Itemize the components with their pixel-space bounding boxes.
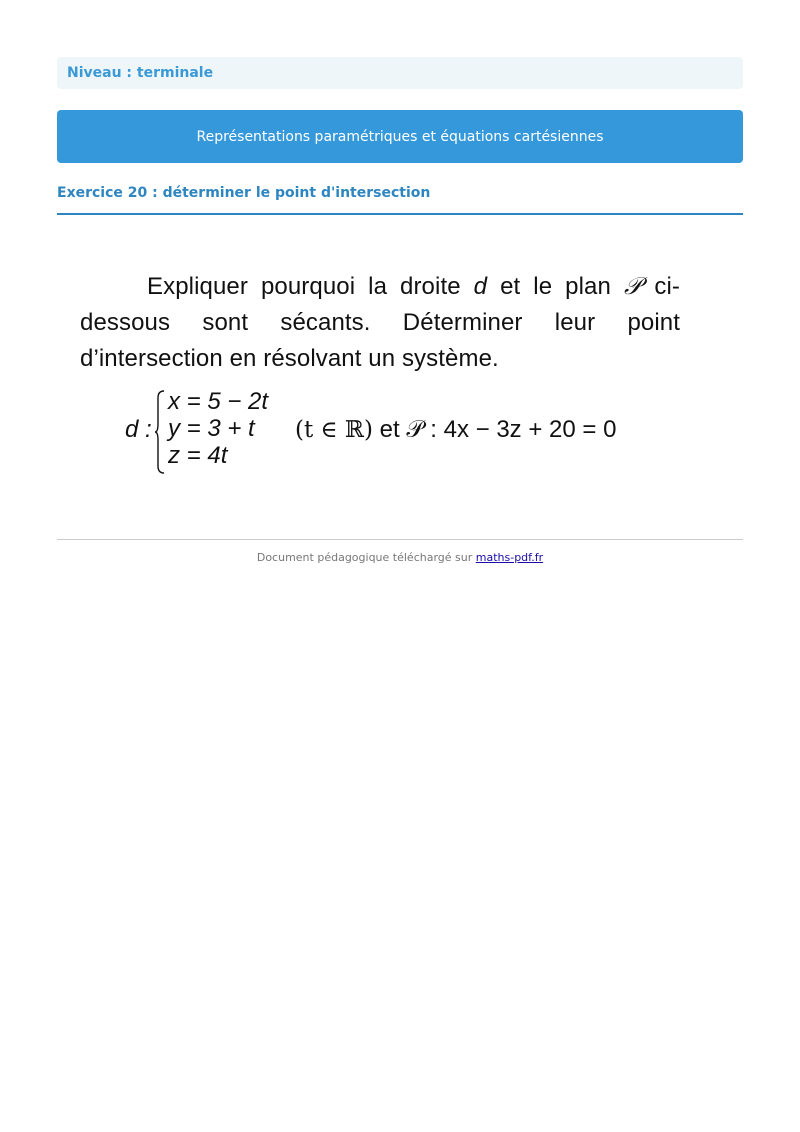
equation-tail: [295, 415, 616, 445]
chapter-title: Représentations paramétriques et équations cartésiennes: [196, 128, 604, 145]
left-brace-icon: [155, 390, 165, 474]
plane-name: 𝒫: [623, 272, 642, 300]
exercise-statement: [80, 268, 680, 377]
level-indicator: [57, 57, 743, 89]
exercise-body: [80, 268, 680, 469]
footer: [57, 551, 743, 564]
equation-z: z = 4t: [168, 442, 228, 469]
line-name: d: [473, 273, 488, 300]
footer-link[interactable]: maths-pdf.fr: [475, 551, 544, 564]
line-label: d :: [125, 416, 152, 443]
equation-system: [125, 388, 685, 480]
equation-y: y = 3 + t: [168, 415, 255, 442]
plane-equation: 𝒫 : 4x − 3z + 20 = 0: [406, 416, 617, 443]
parameter-domain: (t ∈ ℝ): [295, 417, 373, 443]
chapter-banner: [57, 110, 743, 163]
statement-part-2: et le plan: [487, 273, 624, 300]
connector-text: et: [379, 416, 400, 443]
level-label: Niveau : terminale: [67, 65, 214, 81]
statement-part-3: ci-dessous sont sécants. Déterminer leur point d’intersection en résolvant un système.: [80, 273, 680, 372]
footer-text: Document pédagogique téléchargé sur: [256, 551, 476, 564]
parametric-equations: [168, 388, 268, 469]
statement-part-1: Expliquer pourquoi la droite: [147, 273, 474, 300]
exercise-title: Exercice 20 : déterminer le point d'intersection: [57, 185, 743, 215]
equation-x: x = 5 − 2t: [168, 388, 269, 415]
footer-divider: [57, 539, 743, 540]
